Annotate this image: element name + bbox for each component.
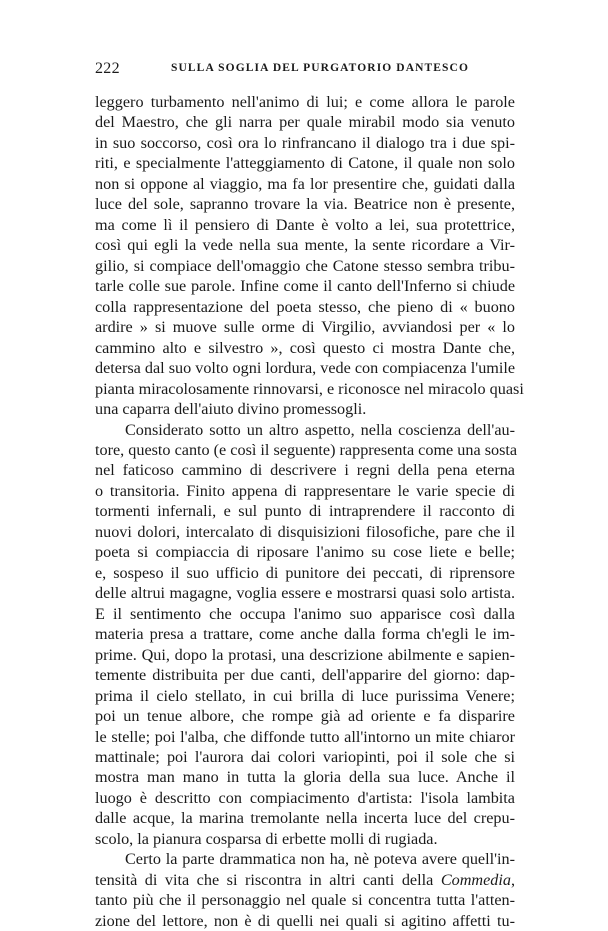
text-line: poi un tenue albore, che rompe già ad oriente e fa disparire [95,707,515,726]
text-line: prima il cielo stellato, in cui brilla di luce purissima Venere; [95,686,515,705]
text-line: non si oppone al viaggio, ma fa lor presentire che, guidati dalla [95,174,515,193]
text-line: prime. Qui, dopo la protasi, una descrizione abilmente e sapien- [95,645,515,664]
text-line: ma come lì il pensiero di Dante è volto a lei, sua protettrice, [95,215,515,234]
text-line: ardire » si muove sulle orme di Virgilio, avviandosi per « lo [95,318,515,337]
text-line: o transitoria. Finito appena di rappresentare le varie specie di [95,481,515,500]
text-line: così qui egli la vede nella sua mente, la sente ricordare a Vir- [95,236,515,255]
text-line: pianta miracolosamente rinnovarsi, e riconosce nel miracolo quasi [95,379,524,398]
text-line: tanto più che il personaggio nel quale si concentra tutta l'atten- [95,891,515,910]
text-line: detersa dal suo volto ogni lordura, vede con compiacenza l'umile [95,359,516,378]
text-line: tormenti infernali, e sul punto di intraprendere il racconto di [95,502,515,521]
page-header [95,60,515,80]
text-line: gilio, si compiace dell'omaggio che Catone stesso sembra tribu- [95,256,515,275]
text-line: delle altrui magagne, voglia essere e mostrarsi quasi solo artista. [95,584,515,603]
text-line: colla rappresentazione del poeta stesso, che pieno di « buono [95,297,515,316]
text-line: mattinale; poi l'aurora dai colori variopinti, poi il sole che si [95,748,515,766]
text-line: le stelle; poi l'alba, che diffonde tutto all'intorno un mite chiaror [95,727,515,746]
text-line: luce del sole, sapranno trovare la via. Beatrice non è presente, [95,195,515,214]
text-line: tensità di vita che si riscontra in altri canti della Commedia, [95,870,515,889]
page-number: 222 [95,60,120,77]
text-line: dalle acque, la marina tremolante nella incerta luce del crepu- [95,809,515,828]
text-line: e, sospeso il suo ufficio di punitore dei peccati, di riprensore [95,563,515,582]
running-head: SULLA SOGLIA DEL PURGATORIO DANTESCO [171,62,469,74]
paragraph-start-line: Certo la parte drammatica non ha, nè poteva avere quell'in- [125,850,515,869]
text-line: nuovi dolori, intercalato di disquisizioni filosofiche, pare che il [95,522,515,541]
text-line: tarle colle sue parole. Infine come il canto dell'Inferno si chiude [95,277,515,296]
text-line: E il sentimento che occupa l'animo suo apparisce così dalla [95,604,515,623]
text-line: riti, e specialmente l'atteggiamento di Catone, il quale non solo [95,154,515,173]
text-line: cammino alto e silvestro », così questo ci mostra Dante che, [95,338,515,357]
text-line: mostra man mano in tutta la gloria della sua luce. Anche il [95,768,515,787]
text-line: leggero turbamento nell'animo di lui; e come allora le parole [95,93,515,111]
text-line: tore, questo canto (e così il seguente) rappresenta come una sosta [95,440,518,459]
text-line: poeta si compiaccia di riposare l'animo su cose liete e belle; [95,543,515,562]
text-line: in suo soccorso, così ora lo rinfrancano il dialogo tra i due spi- [95,133,515,152]
body-text [95,92,524,931]
text-line: zione del lettore, non è di quelli nei quali si agitino affetti tu- [95,911,515,930]
text-line: una caparra dell'aiuto divino promessogli. [95,400,367,419]
text-line: luogo è descritto con compiacimento d'artista: l'isola lambita [95,788,515,807]
text-line: materia presa a trattare, come anche dalla forma ch'egli le im- [95,625,515,644]
text-line: nel faticoso cammino di descrivere i regni della pena eterna [95,461,515,480]
text-line: del Maestro, che gli narra per quale mirabil modo sia venuto [95,113,515,132]
paragraph-start-line: Considerato sotto un altro aspetto, nella coscienza dell'au- [125,420,515,439]
text-line: scolo, la pianura cosparsa di erbette molli di rugiada. [95,829,438,848]
text-line: temente distribuita per due canti, dell'apparire del giorno: dap- [95,666,515,685]
